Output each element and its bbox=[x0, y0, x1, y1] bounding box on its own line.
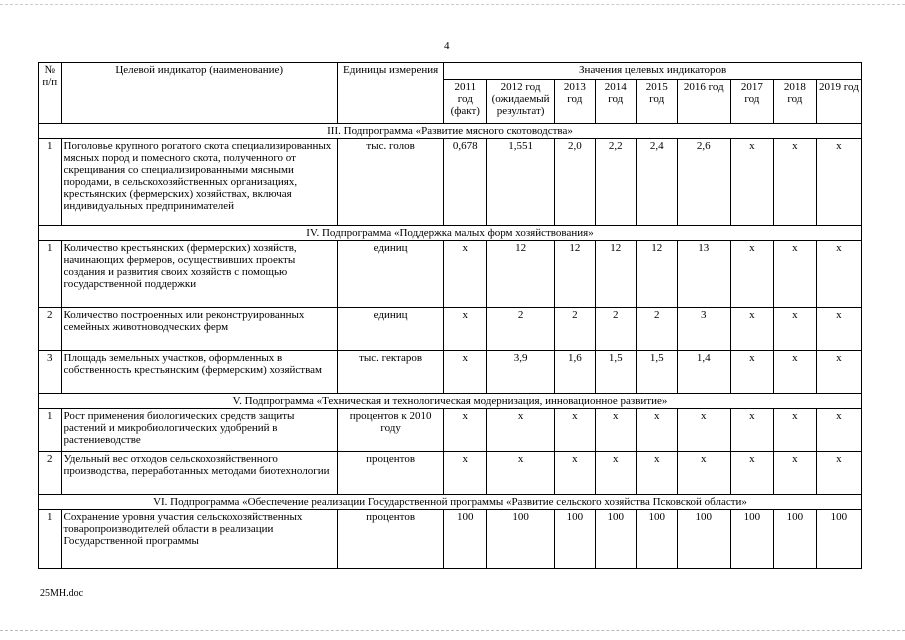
value-cell: х bbox=[636, 452, 677, 495]
header-year-0: 2011 год (факт) bbox=[444, 79, 487, 123]
header-num: № п/п bbox=[39, 63, 62, 124]
value-cell: х bbox=[444, 351, 487, 394]
unit-cell: процентов bbox=[337, 510, 443, 569]
row-num: 2 bbox=[39, 452, 62, 495]
value-cell: 12 bbox=[636, 241, 677, 308]
scan-bottom-edge bbox=[0, 630, 905, 631]
value-cell: х bbox=[730, 308, 773, 351]
unit-cell: единиц bbox=[337, 241, 443, 308]
value-cell: х bbox=[487, 409, 555, 452]
page-number: 4 bbox=[444, 40, 450, 52]
value-cell: 2 bbox=[554, 308, 595, 351]
value-cell: 2,6 bbox=[677, 139, 730, 226]
header-year-4: 2015 год bbox=[636, 79, 677, 123]
header-values-group: Значения целевых индикаторов bbox=[444, 63, 862, 80]
section-row bbox=[39, 394, 862, 409]
unit-cell: процентов bbox=[337, 452, 443, 495]
header-year-2: 2013 год bbox=[554, 79, 595, 123]
value-cell: х bbox=[773, 241, 816, 308]
value-cell: х bbox=[730, 139, 773, 226]
value-cell: х bbox=[816, 409, 861, 452]
value-cell: 100 bbox=[636, 510, 677, 569]
row-num: 1 bbox=[39, 409, 62, 452]
value-cell: х bbox=[730, 452, 773, 495]
value-cell: 1,5 bbox=[595, 351, 636, 394]
value-cell: х bbox=[677, 409, 730, 452]
row-num: 1 bbox=[39, 510, 62, 569]
header-year-3: 2014 год bbox=[595, 79, 636, 123]
value-cell: х bbox=[677, 452, 730, 495]
row-num: 1 bbox=[39, 241, 62, 308]
unit-cell: процентов к 2010 году bbox=[337, 409, 443, 452]
table-row bbox=[39, 139, 862, 226]
value-cell: 12 bbox=[554, 241, 595, 308]
header-indicator: Целевой индикатор (наименование) bbox=[61, 63, 337, 124]
value-cell: х bbox=[444, 409, 487, 452]
value-cell: 2 bbox=[636, 308, 677, 351]
value-cell: 3 bbox=[677, 308, 730, 351]
value-cell: х bbox=[730, 241, 773, 308]
header-year-7: 2018 год bbox=[773, 79, 816, 123]
footer-filename: 25МН.doc bbox=[40, 588, 84, 599]
value-cell: х bbox=[554, 409, 595, 452]
value-cell: х bbox=[816, 308, 861, 351]
header-year-1: 2012 год (ожидаемый результат) bbox=[487, 79, 555, 123]
section-row bbox=[39, 124, 862, 139]
header-year-6: 2017 год bbox=[730, 79, 773, 123]
value-cell: х bbox=[595, 452, 636, 495]
value-cell: 100 bbox=[554, 510, 595, 569]
indicator-name: Удельный вес отходов сельскохозяйственного производства, переработанных методами биотехнологии bbox=[61, 452, 337, 495]
value-cell: 100 bbox=[677, 510, 730, 569]
value-cell: х bbox=[595, 409, 636, 452]
row-num: 1 bbox=[39, 139, 62, 226]
header-unit: Единицы измерения bbox=[337, 63, 443, 124]
value-cell: х bbox=[773, 351, 816, 394]
value-cell: х bbox=[487, 452, 555, 495]
value-cell: х bbox=[730, 409, 773, 452]
value-cell: 100 bbox=[730, 510, 773, 569]
header-year-8: 2019 год bbox=[816, 79, 861, 123]
header-row-1 bbox=[39, 63, 862, 80]
value-cell: 100 bbox=[444, 510, 487, 569]
value-cell: х bbox=[554, 452, 595, 495]
section-row bbox=[39, 495, 862, 510]
indicator-name: Площадь земельных участков, оформленных в собственность крестьянским (фермерским) хозяйствам bbox=[61, 351, 337, 394]
indicator-name: Поголовье крупного рогатого скота специализированных мясных пород и помесного скота, полученного от скрещивания со специализированными мясными породами, в сельскохозяйственных организациях, крестьянских (фермерских) хозяйствах, включая индивидуальных предпринимателей bbox=[61, 139, 337, 226]
value-cell: 13 bbox=[677, 241, 730, 308]
section-title: V. Подпрограмма «Техническая и технологическая модернизация, инновационное развитие» bbox=[39, 394, 862, 409]
value-cell: 12 bbox=[595, 241, 636, 308]
table-row bbox=[39, 510, 862, 569]
value-cell: 12 bbox=[487, 241, 555, 308]
indicator-name: Рост применения биологических средств защиты растений и микробиологических удобрений в растениеводстве bbox=[61, 409, 337, 452]
value-cell: х bbox=[816, 452, 861, 495]
unit-cell: единиц bbox=[337, 308, 443, 351]
value-cell: х bbox=[444, 241, 487, 308]
value-cell: 1,4 bbox=[677, 351, 730, 394]
table-row bbox=[39, 452, 862, 495]
value-cell: х bbox=[444, 308, 487, 351]
value-cell: 1,551 bbox=[487, 139, 555, 226]
value-cell: х bbox=[816, 241, 861, 308]
value-cell: х bbox=[773, 308, 816, 351]
section-row bbox=[39, 226, 862, 241]
value-cell: х bbox=[816, 139, 861, 226]
row-num: 3 bbox=[39, 351, 62, 394]
value-cell: х bbox=[636, 409, 677, 452]
value-cell: 100 bbox=[773, 510, 816, 569]
table-row bbox=[39, 409, 862, 452]
indicator-name: Сохранение уровня участия сельскохозяйственных товаропроизводителей области в реализации Государственной программы bbox=[61, 510, 337, 569]
value-cell: 2 bbox=[487, 308, 555, 351]
indicator-name: Количество крестьянских (фермерских) хозяйств, начинающих фермеров, осуществивших проекты создания и развития своих хозяйств с помощью государственной поддержки bbox=[61, 241, 337, 308]
table-row bbox=[39, 351, 862, 394]
value-cell: 2 bbox=[595, 308, 636, 351]
indicator-name: Количество построенных или реконструированных семейных животноводческих ферм bbox=[61, 308, 337, 351]
value-cell: 2,4 bbox=[636, 139, 677, 226]
section-title: III. Подпрограмма «Развитие мясного скотоводства» bbox=[39, 124, 862, 139]
indicators-table bbox=[38, 62, 862, 569]
section-title: VI. Подпрограмма «Обеспечение реализации Государственной программы «Развитие сельского хозяйства Псковской области» bbox=[39, 495, 862, 510]
value-cell: 2,0 bbox=[554, 139, 595, 226]
value-cell: х bbox=[773, 409, 816, 452]
value-cell: х bbox=[444, 452, 487, 495]
value-cell: 0,678 bbox=[444, 139, 487, 226]
unit-cell: тыс. голов bbox=[337, 139, 443, 226]
value-cell: 100 bbox=[595, 510, 636, 569]
value-cell: х bbox=[730, 351, 773, 394]
value-cell: 3,9 bbox=[487, 351, 555, 394]
value-cell: х bbox=[773, 452, 816, 495]
section-title: IV. Подпрограмма «Поддержка малых форм хозяйствования» bbox=[39, 226, 862, 241]
value-cell: х bbox=[816, 351, 861, 394]
value-cell: 1,6 bbox=[554, 351, 595, 394]
header-year-5: 2016 год bbox=[677, 79, 730, 123]
value-cell: х bbox=[773, 139, 816, 226]
value-cell: 1,5 bbox=[636, 351, 677, 394]
row-num: 2 bbox=[39, 308, 62, 351]
value-cell: 100 bbox=[816, 510, 861, 569]
value-cell: 2,2 bbox=[595, 139, 636, 226]
table-row bbox=[39, 308, 862, 351]
value-cell: 100 bbox=[487, 510, 555, 569]
unit-cell: тыс. гектаров bbox=[337, 351, 443, 394]
table-row bbox=[39, 241, 862, 308]
scan-top-edge bbox=[0, 4, 905, 5]
